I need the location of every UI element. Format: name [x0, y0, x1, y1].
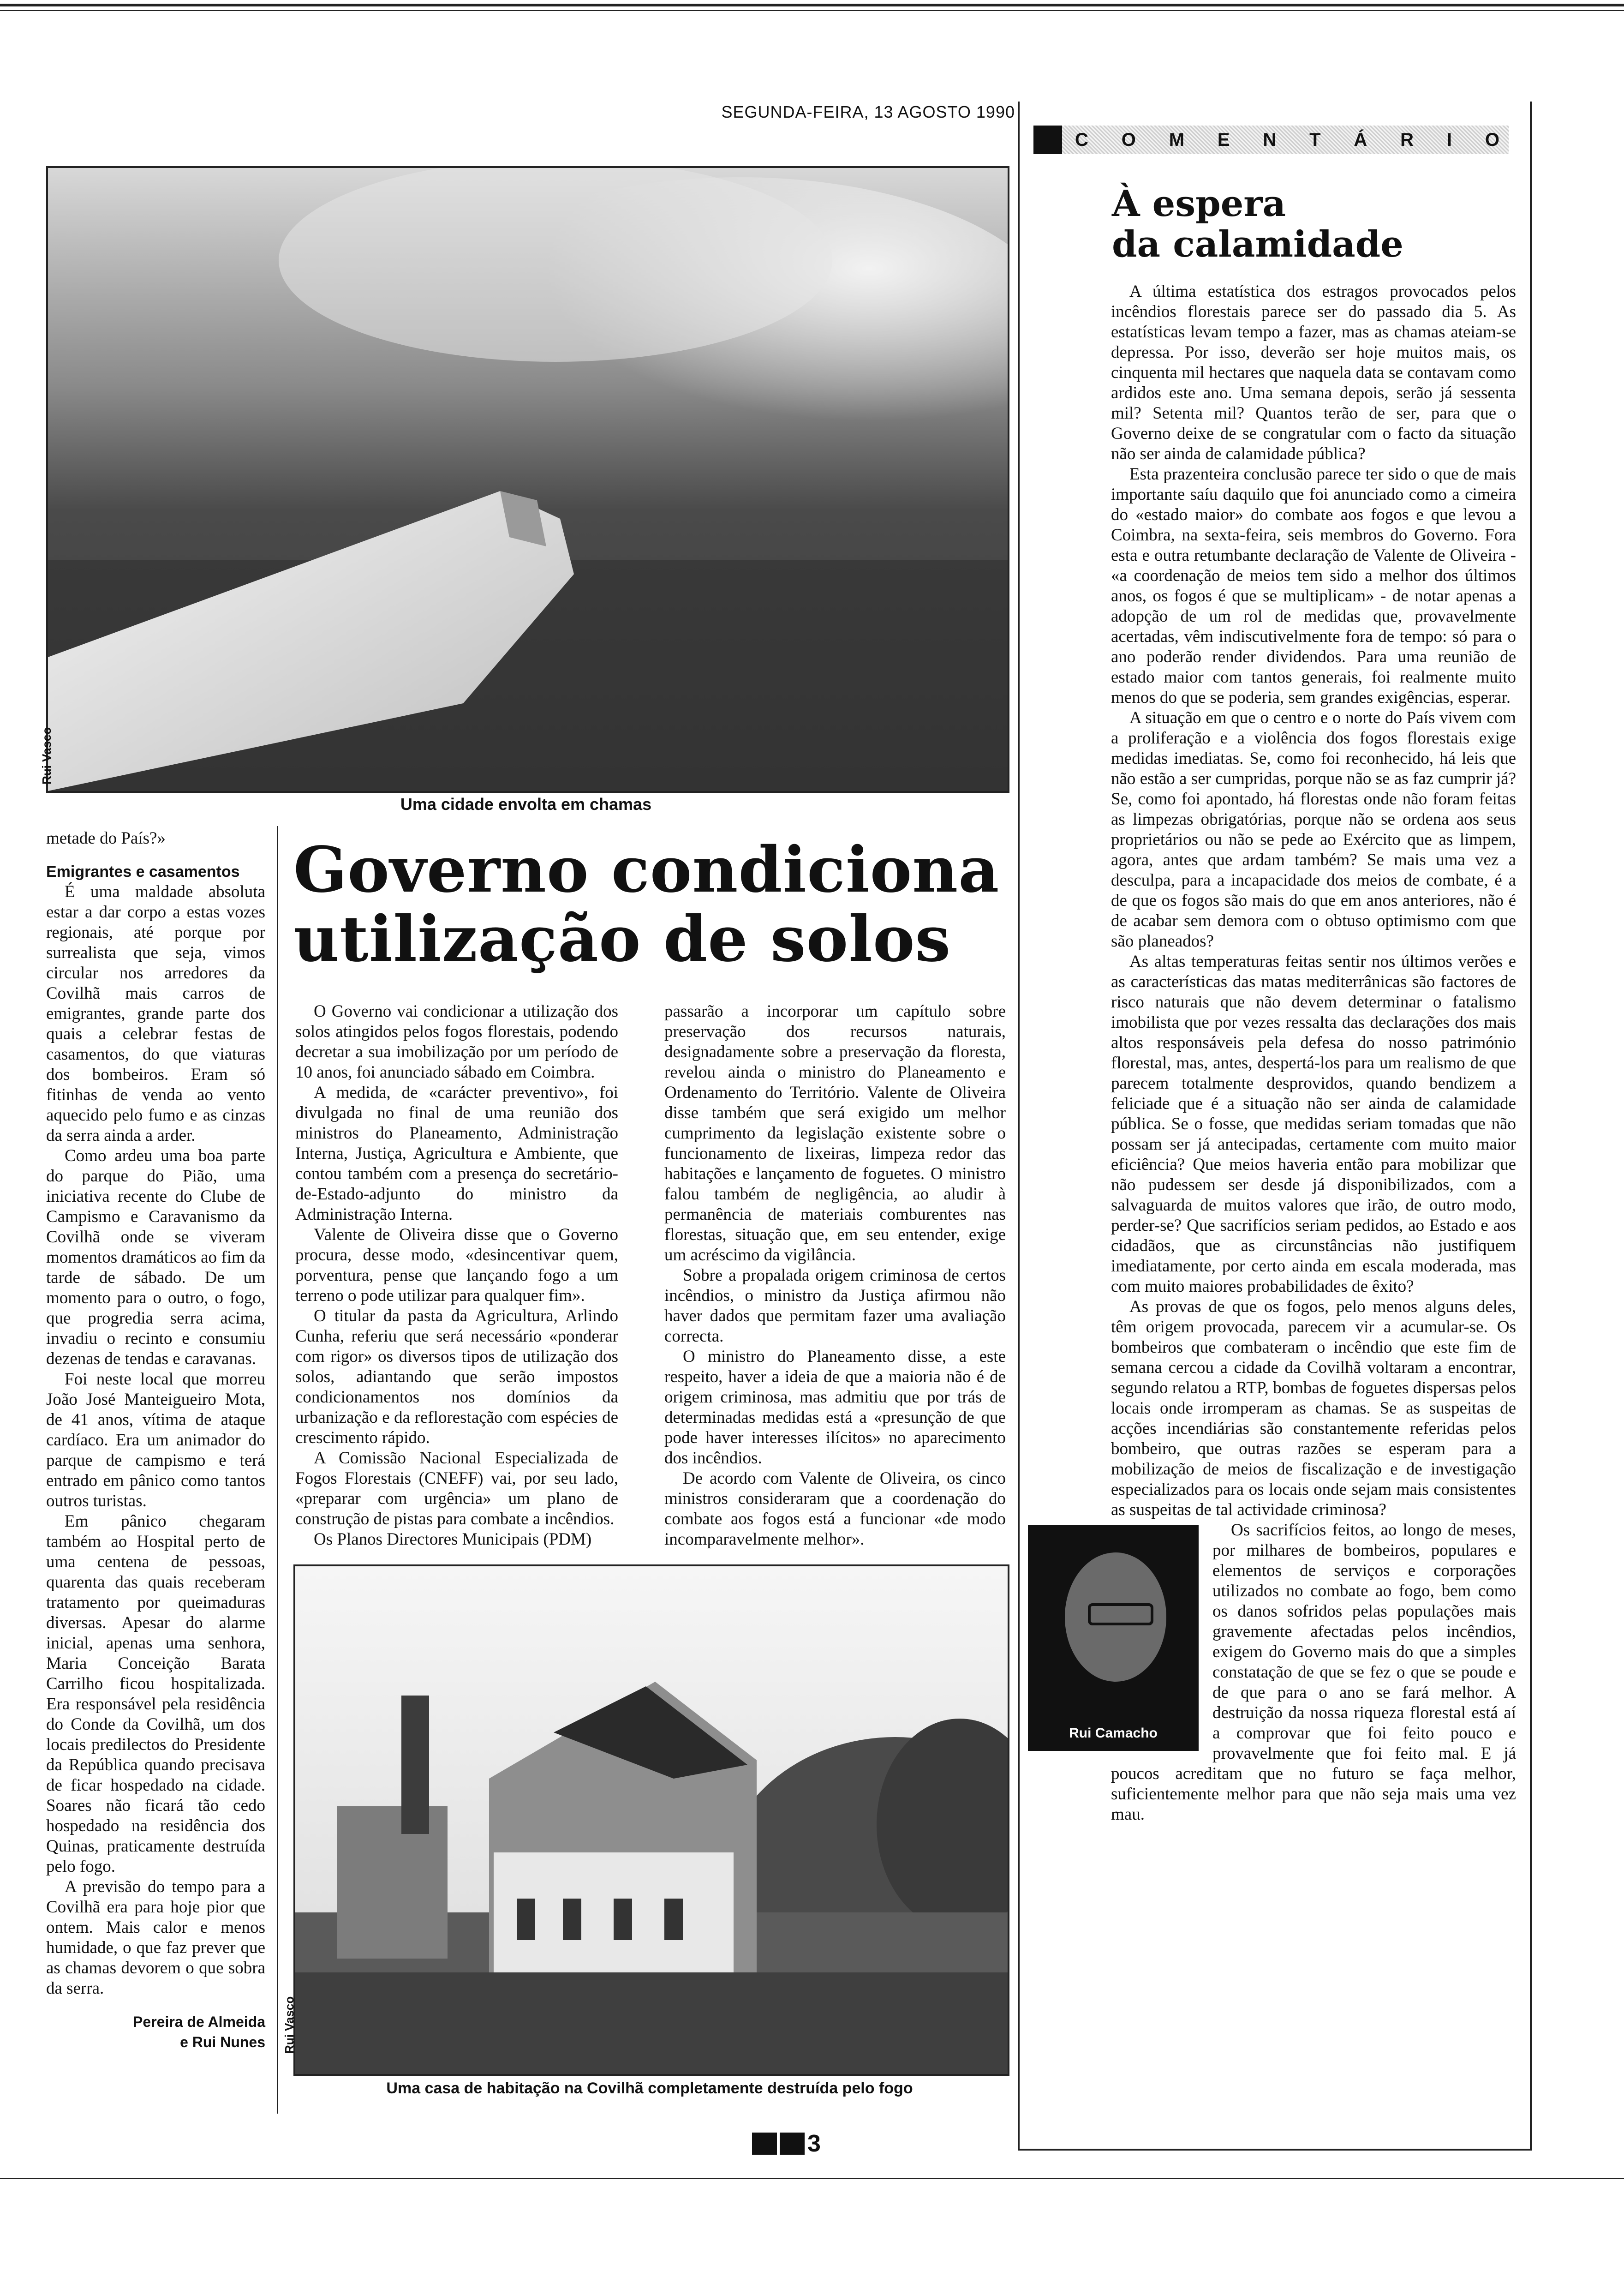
comment-box-left [1018, 102, 1020, 2151]
article-paragraph: A medida, de «carácter preventivo», foi divulgada no final de uma reunião dos ministros do Planeamento, Administração Interna, Justiça, Agricultura e Ambiente, que contou também com a presença do secretário-de-Estado-adjunto do ministro da Administração Interna. [295, 1083, 618, 1224]
section-label-letter: T [1309, 129, 1321, 150]
article-paragraph: Os Planos Directores Municipais (PDM) [314, 1530, 592, 1549]
author-photo [1028, 1525, 1199, 1751]
section-label-letter: O [1121, 129, 1136, 150]
photo-caption-top: Uma cidade envolta em chamas [400, 795, 652, 814]
left-subhead: Emigrantes e casamentos [46, 863, 240, 881]
photo-destroyed-house [293, 1564, 1009, 2076]
newspaper-logo-icon-2 [780, 2133, 805, 2155]
bottom-rule [0, 2178, 1624, 2179]
burned-house-image [295, 1566, 1008, 2074]
page-footer [752, 2130, 821, 2157]
article-paragraph: O Governo vai condicionar a utilização dos solos atingidos pelos fogos florestais, podendo decretar a sua imobilização por um período de 10 anos, foi anunciado sábado em Coimbra. [295, 1002, 618, 1082]
comment-headline-line1: À espera [1112, 183, 1286, 225]
author-caption: Rui Camacho [1069, 1726, 1158, 1741]
section-label-letter: R [1400, 129, 1414, 150]
left-paragraph: Em pânico chegaram também ao Hospital perto de uma centena de pessoas, quarenta das quais receberam tratamento por queimaduras diversas. Apesar do alarme inicial, apenas uma senhora, Maria Conceição Barata Carrilho ficou hospitalizada. Era responsável pela residência do Conde da Covilhã, um dos locais predilectos do Presidente da República quando precisava de ficar hospedado na cidade. Soares não ficará tão cedo hospedado na residência dos Quinas, praticamente destruída pelo fogo. [46, 1512, 265, 1876]
comment-paragraph: A situação em que o centro e o norte do País vivem com a proliferação e a violência dos fogos florestais exige medidas imediatas. Se, como foi reconhecido, há leis que não estão a ser cumpridas, porque não se as faz cumprir já? Se, como foi apontado, há florestas onde não foram feitas as limpezas obrigatórias, porque não se ordena aos seus proprietários ou não se pede ao Exército que as limpem, agora, antes que ardam também? Se mais uma vez a desculpa, para a incapacidade dos meios de combate, é a de que os fogos são mais do que em anos anteriores, não é de acabar sem demora com o obtuso optimismo com que são planeados? [1111, 708, 1516, 951]
section-label [1075, 130, 1509, 150]
newspaper-logo-icon [752, 2133, 777, 2155]
photo-credit-bottom: Rui Vasco [282, 1996, 296, 2054]
left-paragraph: Foi neste local que morreu João José Manteigueiro Mota, de 41 anos, vítima de ataque cardíaco. Era um animador do parque de campismo e terá entrado em pânico como tantos outros turistas. [46, 1370, 265, 1510]
section-label-letter: O [1485, 129, 1499, 150]
article-paragraph: Sobre a propalada origem criminosa de certos incêndios, o ministro da Justiça afirmou não haver dados que permitam fazer uma avaliação correcta. [664, 1266, 1006, 1346]
page-number: 3 [807, 2130, 821, 2157]
byline-1: Pereira de Almeida [133, 2013, 265, 2030]
comment-paragraph: Esta prazenteira conclusão parece ter sido o que de mais importante saíu daquilo que foi anunciado como a cimeira do «estado maior» do combate aos fogos e que levou a Coimbra, na sexta-feira, seis membros do Governo. Fora esta e outra retumbante declaração de Valente de Oliveira - «a coordenação de meios tem sido a melhor dos últimos anos, os fogos é que se multiplicam» - de notar apenas a adopção de um rol de medidas que, provavelmente acertadas, vêm indiscutivelmente fora de tempo: só para o ano poderão render dividendos. Para uma reunião de estado maior com tantos generais, foi realmente muito menos do que se poderia, sem grandes exigências, esperar. [1111, 465, 1516, 707]
article-column-2 [664, 1001, 1006, 1550]
comment-column [1069, 282, 1516, 1825]
article-paragraph: O ministro do Planeamento disse, a este respeito, haver a ideia de que a maioria não é de origem criminosa, mas admitiu que por trás de determinadas medidas está a «presunção de que pode haver interesses ilícitos» no aparecimento dos incêndios. [664, 1347, 1006, 1468]
byline-2: e Rui Nunes [180, 2034, 265, 2050]
author-glasses [1088, 1603, 1153, 1625]
page-date: SEGUNDA-FEIRA, 13 AGOSTO 1990 [721, 102, 1015, 121]
photo-caption-bottom: Uma casa de habitação na Covilhã completamente destruída pelo fogo [386, 2079, 913, 2097]
main-headline: Governo condiciona utilização de solos [293, 833, 1000, 976]
article-paragraph: passarão a incorporar um capítulo sobre preservação dos recursos naturais, designadamente sobre a preservação da floresta, revelou ainda o ministro do Planeamento e Ordenamento do Território. Valente de Oliveira disse também que será exigido um melhor cumprimento da legislação existente sobre o funcionamento de lixeiras, limpeza redor das habitações e lançamento de foguetes. O ministro falou também de negligência, ao aludir à permanência de materiais comburentes nas florestas, situação que, em seu entender, exige um acréscimo da vigilância. [664, 1002, 1006, 1264]
comment-headline-line2: da calamidade [1112, 223, 1403, 265]
comment-paragraph: A última estatística dos estragos provocados pelos incêndios florestais parece ser do passado dia 5. As estatísticas levam tempo a fazer, mas as chamas ateiam-se depressa. Por isso, deverão ser hoje muitos mais, os cinquenta mil hectares que naquela data se contavam como ardidos este ano. Uma semana depois, serão já sessenta mil? Setenta mil? Quantos terão de ser, para que o Governo deixe de se congratular com o facto da situação não ser ainda de calamidade pública? [1111, 282, 1516, 463]
comment-paragraph: As provas de que os fogos, pelo menos alguns deles, têm origem provocada, parecem vir a acumular-se. Os bombeiros que combateram o incêndio que este fim de semana cercou a cidade da Covilhã voltaram a encontrar, segundo relatou a RTP, bombas de foguetes dispersas pelos locais onde irromperam as chamas. Se as suspeitas de acções incendiárias são constantemente referidas pelos bombeiro, que outras razões se esperam para a mobilização de meios de fiscalização e de investigação especializados para os locais onde sejam mais consistentes as suspeitas de tal actividade criminosa? [1111, 1297, 1516, 1519]
left-paragraph: Como ardeu uma boa parte do parque do Pião, uma iniciativa recente do Clube de Campismo e Caravanismo da Covilhã onde se viveram momentos dramáticos ao fim da tarde de sábado. De um momento para o outro, o fogo, que progredia serra acima, invadiu o recinto e consumiu dezenas de tendas e caravanas. [46, 1146, 265, 1368]
left-paragraph: É uma maldade absoluta estar a dar corpo a estas vozes regionais, até porque por surrealista que seja, vimos circular nos arredores da Covilhã mais carros de emigrantes, grande parte dos quais a celebrar festas de casamentos, do que viaturas dos bombeiros. Eram só fitinhas de venda ao vento aquecido pelo fumo e as cinzas da serra ainda a arder. [46, 882, 265, 1145]
article-paragraph: A Comissão Nacional Especializada de Fogos Florestais (CNEFF) vai, por seu lado, «preparar com urgência» um plano de construção de pistas para combate a incêndios. [295, 1449, 618, 1528]
top-rule [0, 4, 1624, 6]
section-label-letter: E [1217, 129, 1230, 150]
comment-box-right [1530, 102, 1532, 2151]
article-paragraph: O titular da pasta da Agricultura, Arlindo Cunha, referiu que será necessário «ponderar com rigor» os diversos tipos de utilização dos solos, adiantando que serão impostos condicionamentos nos domínios da urbanização e da reflorestação com espécies de crescimento rápido. [295, 1306, 618, 1447]
section-label-letter: M [1169, 129, 1185, 150]
left-paragraph: A previsão do tempo para a Covilhã era para hoje pior que ontem. Mais calor e menos humidade, o que faz prever que as chamas devorem o que sobra da serra. [46, 1877, 265, 1998]
article-column-1 [295, 1001, 618, 1550]
top-rule-thin [0, 10, 1624, 11]
comment-paragraph: As altas temperaturas feitas sentir nos últimos verões e as características das matas mediterrânicas são factores de risco naturais que não devem determinar o fatalismo imobilista que por vezes ressalta das declarações dos mais altos responsáveis pela defesa do nosso património florestal, mas, antes, despertá-los para um realismo de que parecem totalmente desprovidos, quando bendizem a feliciade que é a situação não ser ainda de calamidade pública. Se o fosse, que medidas seriam tomadas que não possam ser já antecipadas, certamente com muito maior eficiência? Que meios haveria então para mobilizar que não pudessem ser desde já disponibilizados, com a salvaguarda de muitos valores que irão, de outro modo, perder-se? Que sacrifícios seriam pedidos, ao Estado e aos cidadãos, que as circunstâncias não justifiquem imediatamente, por certo ainda em escala moderada, mas com muito maiores probabilidades de êxito? [1111, 952, 1516, 1296]
left-lead-text: metade do País?» [46, 829, 166, 848]
banner-black-block [1033, 126, 1062, 154]
left-column [46, 828, 265, 2052]
smoke-aerial-image [48, 168, 1008, 791]
comment-paragraph: Os sacrifícios feitos, ao longo de meses, por milhares de bombeiros, populares e elementos de serviços e corporações utilizados no combate ao fogo, bem como os danos sofridos pelas populações mais gravemente afectadas pelos incêndios, exigem do Governo mais do que a simples constatação de que se fez o que se poude e de que para o ano se fará melhor. A destruição da nossa riqueza florestal está aí a comprovar que foi feito pouco e provavelmente que foi feito mal. E já poucos acreditam que no futuro se faça melhor, suficientemente melhor para que não seja mais uma vez mau. [1111, 1521, 1516, 1824]
section-banner-comentario [1033, 126, 1509, 154]
section-label-letter: N [1263, 129, 1277, 150]
comment-box-bottom [1018, 2149, 1532, 2151]
article-paragraph: De acordo com Valente de Oliveira, os cinco ministros consideraram que a coordenação do combate aos fogos está a funcionar «de modo incomparavelmente melhor». [664, 1469, 1006, 1549]
photo-city-in-flames [46, 166, 1009, 793]
section-label-letter: Á [1354, 129, 1367, 150]
article-paragraph: Valente de Oliveira disse que o Governo procura, desse modo, «desincentivar quem, porventura, pense que lançando fogo a um terreno o pode utilizar para qualquer fim». [295, 1225, 618, 1305]
section-label-letter: C [1075, 129, 1088, 150]
left-column-divider [277, 826, 278, 2114]
section-label-letter: I [1446, 129, 1452, 150]
photo-credit-top: Rui Vasco [40, 727, 54, 785]
